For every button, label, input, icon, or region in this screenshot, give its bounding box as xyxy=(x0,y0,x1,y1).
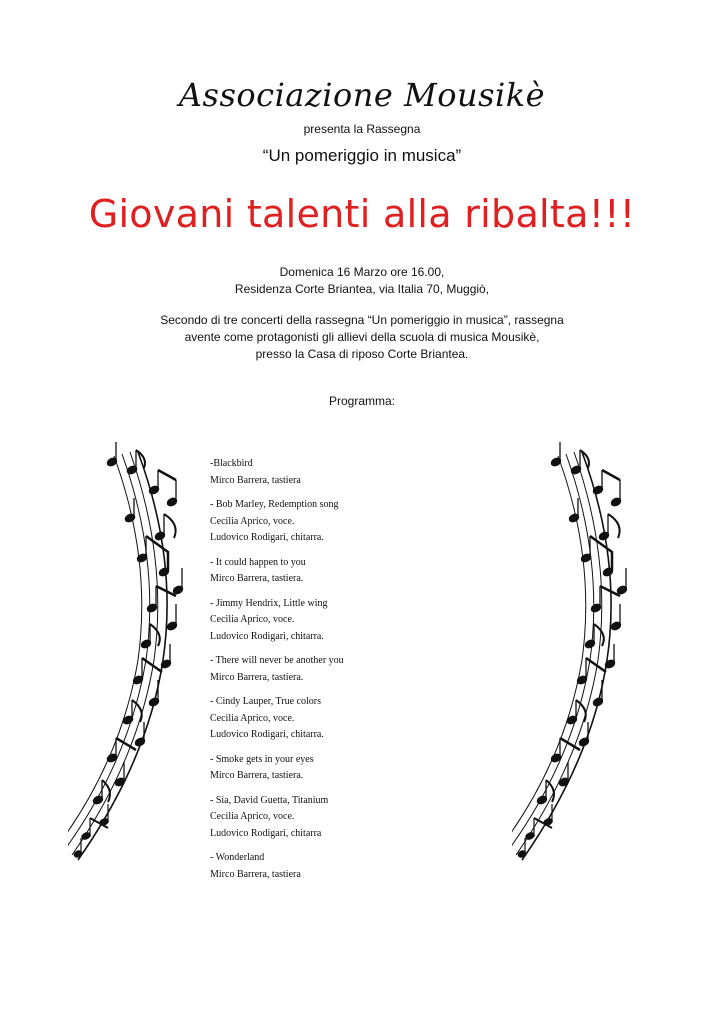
series-title: “Un pomeriggio in musica” xyxy=(262,146,462,165)
program-item-title: - Bob Marley, Redemption song xyxy=(210,499,339,510)
program-list xyxy=(210,456,430,891)
presents-line: presenta la Rassegna xyxy=(303,122,421,136)
program-item-title: - Smoke gets in your eyes xyxy=(210,753,314,765)
program-item-performer: Cecilia Aprico, voce. xyxy=(210,515,295,527)
program-item xyxy=(210,694,430,744)
description xyxy=(0,312,724,363)
program-item xyxy=(210,850,430,883)
program-item-performer: Mirco Barrera, tastiera xyxy=(210,868,301,880)
program-item-title: -Blackbird xyxy=(210,458,253,469)
program-item xyxy=(210,555,430,588)
program-item-performer: Cecilia Aprico, voce. xyxy=(210,614,295,625)
program-item-performer: Ludovico Rodigari, chitarra xyxy=(210,827,322,839)
venue-line: Residenza Corte Briantea, via Italia 70, Muggiò, xyxy=(234,282,490,296)
music-notes-left-decoration xyxy=(68,440,198,870)
music-notes-right-decoration xyxy=(512,440,642,870)
program-item-title: - Jimmy Hendrix, Little wing xyxy=(210,597,328,609)
program-item-performer: Ludovico Rodigari, chitarra. xyxy=(210,630,324,642)
association-name: Associazione Mousikè xyxy=(178,76,546,114)
date-line: Domenica 16 Marzo ore 16.00, xyxy=(279,265,445,279)
program-item-performer: Cecilia Aprico, voce. xyxy=(210,811,295,822)
program-item-performer: Ludovico Rodigari, chitarra. xyxy=(210,532,324,543)
description-line: presso la Casa di riposo Corte Briantea. xyxy=(255,347,469,361)
program-item xyxy=(210,456,430,489)
program-item xyxy=(210,653,430,686)
event-title: Giovani talenti alla ribalta!!! xyxy=(88,192,636,236)
program-item-title: - There will never be another you xyxy=(210,655,344,666)
program-heading: Programma: xyxy=(328,394,396,408)
event-details xyxy=(0,264,724,298)
program-item xyxy=(210,497,430,547)
program-item-performer: Mirco Barrera, tastiera xyxy=(210,474,301,486)
program-item-title: - Wonderland xyxy=(210,852,265,863)
program-item-performer: Mirco Barrera, tastiera. xyxy=(210,671,304,683)
program-item-performer: Cecilia Aprico, voce. xyxy=(210,712,295,724)
program-item xyxy=(210,752,430,785)
program-item-performer: Mirco Barrera, tastiera. xyxy=(210,573,304,584)
program-item-title: - Cindy Lauper, True colors xyxy=(210,696,321,707)
description-line: avente come protagonisti gli allievi della scuola di musica Mousikè, xyxy=(184,330,540,344)
program-item-title: - Sia, David Guetta, Titanium xyxy=(210,794,329,806)
program-item-performer: Ludovico Rodigari, chitarra. xyxy=(210,729,324,740)
program-item xyxy=(210,596,430,646)
description-line: Secondo di tre concerti della rassegna “Un pomeriggio in musica”, rassegna xyxy=(160,313,564,327)
program-item-title: - It could happen to you xyxy=(210,556,306,568)
program-item xyxy=(210,793,430,843)
program-item-performer: Mirco Barrera, tastiera. xyxy=(210,770,304,781)
